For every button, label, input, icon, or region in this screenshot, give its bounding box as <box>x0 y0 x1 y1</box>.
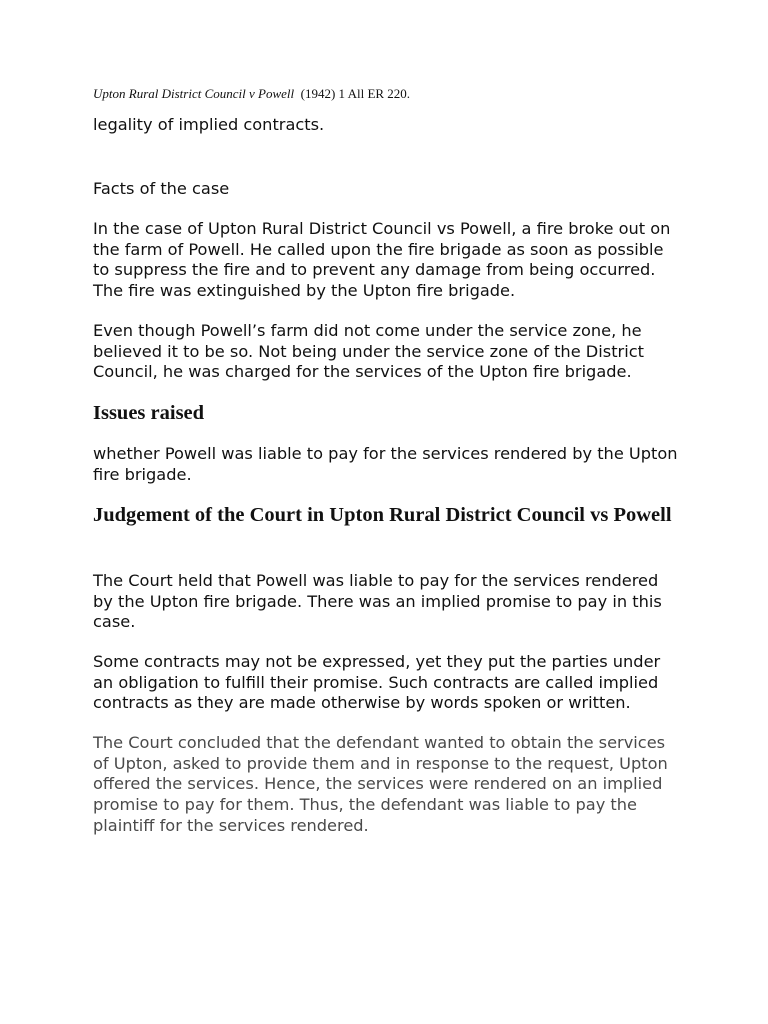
judgement-paragraph-2: Some contracts may not be expressed, yet they put the parties under an obligation to fulfill their promise. Such contracts are called implied contracts as they are made otherwise by words spoken or written. <box>93 652 661 713</box>
issues-heading: Issues raised <box>93 402 205 424</box>
case-reference: (1942) 1 All ER 220. <box>300 86 411 101</box>
case-name: Upton Rural District Council v Powell <box>93 86 295 101</box>
judgement-heading: Judgement of the Court in Upton Rural District Council vs Powell <box>93 504 672 526</box>
case-citation <box>93 86 410 102</box>
intro-paragraph: legality of implied contracts. <box>93 115 325 134</box>
issues-paragraph: whether Powell was liable to pay for the services rendered by the Upton fire brigade. <box>93 444 678 484</box>
facts-subheading: Facts of the case <box>93 179 230 198</box>
facts-paragraph-2: Even though Powell’s farm did not come under the service zone, he believed it to be so. Not being under the service zone of the District Council, he was charged for the services of the Upton fire brigade. <box>93 321 644 382</box>
judgement-paragraph-1: The Court held that Powell was liable to pay for the services rendered by the Upton fire brigade. There was an implied promise to pay in this case. <box>93 571 662 632</box>
judgement-paragraph-3: The Court concluded that the defendant wanted to obtain the services of Upton, asked to provide them and in response to the request, Upton offered the services. Hence, the services were rendered on an implied promise to pay for them. Thus, the defendant was liable to pay the plaintiff for the services rendered. <box>93 733 668 835</box>
facts-paragraph-1: In the case of Upton Rural District Council vs Powell, a fire broke out on the farm of Powell. He called upon the fire brigade as soon as possible to suppress the fire and to prevent any damage from being occurred. The fire was extinguished by the Upton fire brigade. <box>93 219 671 301</box>
